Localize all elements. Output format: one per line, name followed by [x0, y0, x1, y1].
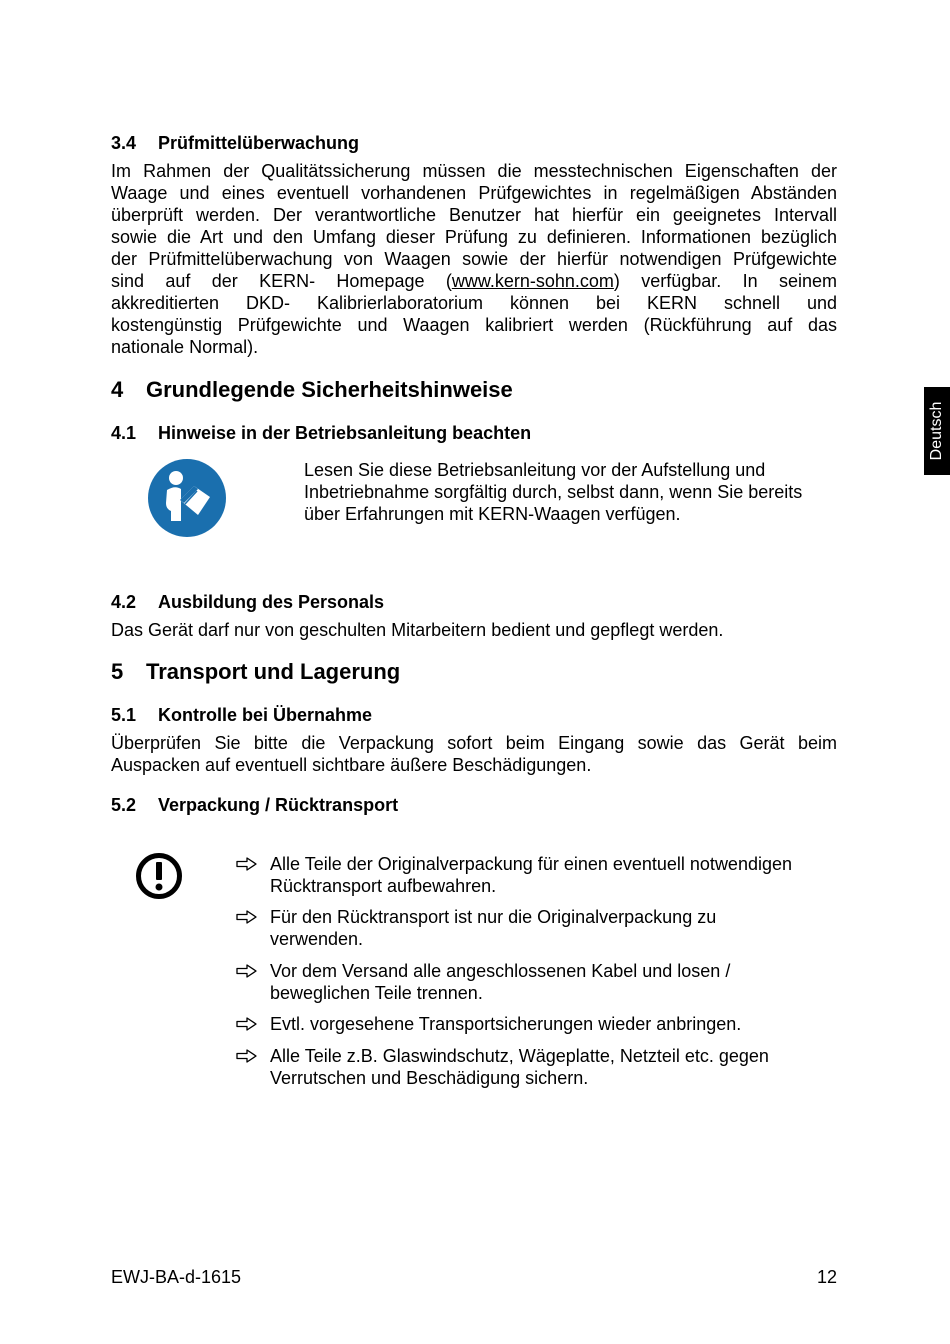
text-line: überprüft werden. Der verantwortliche Benutzer hat hierfür ein geeignetes Intervall	[111, 205, 837, 225]
text-line: kostengünstig Prüfgewichte und Waagen kalibriert werden (Rückführung auf das	[111, 315, 837, 335]
text-line: der Prüfmittelüberwachung von Waagen sowie der hierfür notwendigen Prüfgewichte	[111, 249, 837, 269]
paragraph-5-1	[111, 732, 837, 776]
arrow-bullet-icon	[236, 964, 258, 978]
homepage-link[interactable]: www.kern-sohn.com	[451, 271, 614, 291]
text-line: Alle Teile der Originalverpackung für einen eventuell notwendigen	[270, 854, 792, 874]
list-item	[270, 960, 840, 1004]
paragraph-4-1	[304, 459, 844, 525]
text-line: Waage und eines eventuell vorhandenen Prüfgewichtes in regelmäßigen Abständen	[111, 183, 837, 203]
heading-title: Kontrolle bei Übernahme	[158, 705, 373, 725]
heading-4	[111, 377, 513, 403]
text-line: verwenden.	[270, 929, 364, 949]
list-item	[270, 1013, 840, 1035]
heading-number: 3.4	[111, 133, 137, 153]
text-line: über Erfahrungen mit KERN-Waagen verfügen.	[304, 504, 681, 524]
text-line: Auspacken auf eventuell sichtbare äußere Beschädigungen.	[111, 755, 592, 775]
paragraph-3-4	[111, 160, 837, 358]
heading-4-2	[111, 592, 384, 613]
arrow-bullet-icon	[236, 910, 258, 924]
heading-title: Transport und Lagerung	[146, 659, 401, 684]
text-fragment: ) verfügbar. In seinem	[613, 271, 837, 291]
heading-number: 4	[111, 377, 124, 402]
heading-number: 5	[111, 659, 124, 684]
language-tab-label: Deutsch	[928, 401, 945, 461]
text-line: akkreditierten DKD- Kalibrierlaboratorium können bei KERN schnell und	[111, 293, 837, 313]
heading-5-2	[111, 795, 398, 816]
text-line: sowie die Art und den Umfang dieser Prüfung zu definieren. Informationen bezüglich	[111, 227, 837, 247]
footer-page-number: 12	[816, 1267, 837, 1287]
text-line: Evtl. vorgesehene Transportsicherungen wieder anbringen.	[270, 1014, 742, 1034]
heading-3-4	[111, 133, 359, 154]
heading-number: 5.1	[111, 705, 137, 725]
heading-number: 4.1	[111, 423, 137, 443]
list-item	[270, 853, 840, 897]
heading-4-1	[111, 423, 531, 444]
paragraph-4-2: Das Gerät darf nur von geschulten Mitarbeitern bedient und gepflegt werden.	[111, 620, 724, 640]
read-manual-icon	[148, 459, 226, 537]
heading-title: Verpackung / Rücktransport	[158, 795, 399, 815]
text-line: beweglichen Teile trennen.	[270, 983, 483, 1003]
arrow-bullet-icon	[236, 857, 258, 871]
text-fragment: sind auf der KERN- Homepage (	[111, 271, 452, 291]
text-line: Überprüfen Sie bitte die Verpackung sofort beim Eingang sowie das Gerät beim	[111, 733, 837, 753]
heading-title: Hinweise in der Betriebsanleitung beachten	[158, 423, 532, 443]
list-item	[270, 1045, 840, 1089]
text-line: Verrutschen und Beschädigung sichern.	[270, 1068, 589, 1088]
text-line: Im Rahmen der Qualitätssicherung müssen die messtechnischen Eigenschaften der	[111, 161, 837, 181]
language-tab	[924, 387, 950, 475]
heading-number: 4.2	[111, 592, 137, 612]
text-line: Alle Teile z.B. Glaswindschutz, Wägeplatte, Netzteil etc. gegen	[270, 1046, 769, 1066]
heading-5-1	[111, 705, 372, 726]
text-line-with-link	[111, 270, 837, 292]
text-line: Lesen Sie diese Betriebsanleitung vor der Aufstellung und	[304, 460, 766, 480]
text-line: Vor dem Versand alle angeschlossenen Kabel und losen /	[270, 961, 731, 981]
heading-number: 5.2	[111, 795, 137, 815]
heading-title: Grundlegende Sicherheitshinweise	[146, 377, 513, 402]
text-line: nationale Normal).	[111, 337, 259, 357]
list-item	[270, 906, 840, 950]
text-line: Rücktransport aufbewahren.	[270, 876, 497, 896]
heading-title: Ausbildung des Personals	[158, 592, 385, 612]
attention-icon	[135, 852, 183, 900]
heading-5	[111, 659, 400, 685]
text-line: Inbetriebnahme sorgfältig durch, selbst dann, wenn Sie bereits	[304, 482, 803, 502]
footer-doc-id: EWJ-BA-d-1615	[111, 1267, 242, 1287]
arrow-bullet-icon	[236, 1017, 258, 1031]
heading-title: Prüfmittelüberwachung	[158, 133, 360, 153]
arrow-bullet-icon	[236, 1049, 258, 1063]
text-line: Für den Rücktransport ist nur die Originalverpackung zu	[270, 907, 717, 927]
